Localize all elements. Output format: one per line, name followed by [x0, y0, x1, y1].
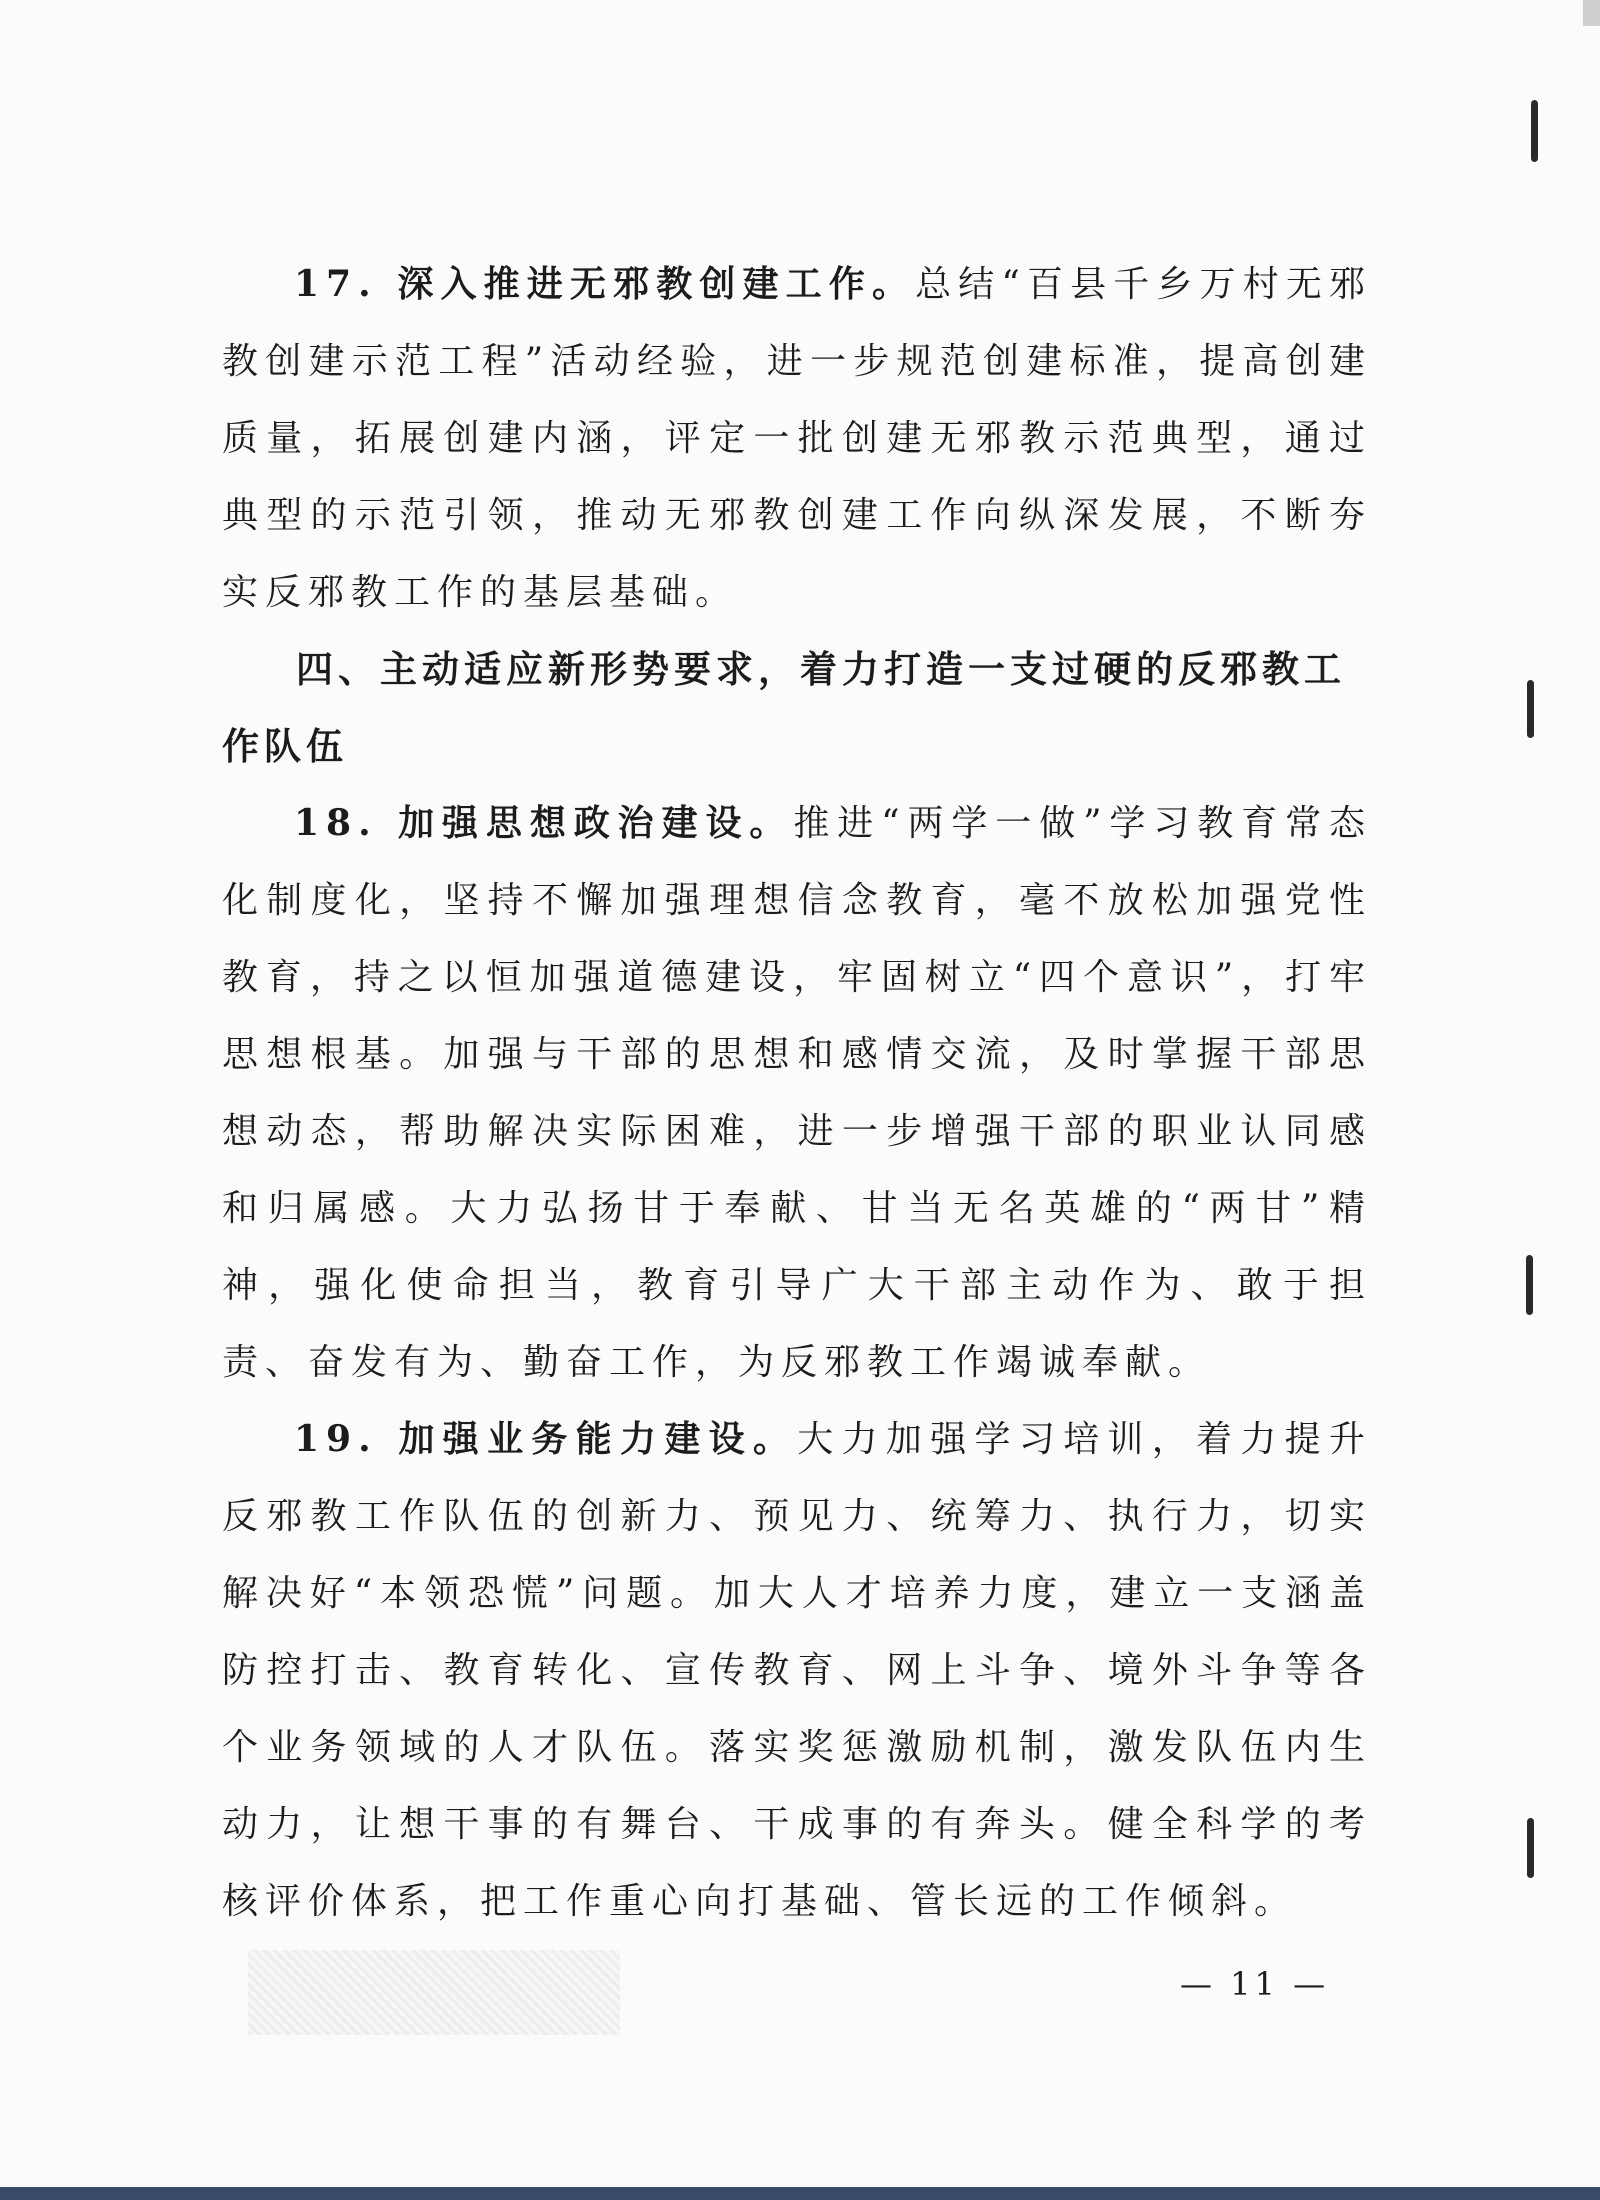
paragraph-19: [222, 1401, 1372, 1940]
paragraph-17: [222, 246, 1372, 631]
scan-bottom-edge: [0, 2187, 1600, 2200]
paragraph-lead: 17. 深入推进无邪教创建工作。: [294, 263, 916, 305]
section-heading: 四、主动适应新形势要求，着力打造一支过硬的反邪教工作队伍: [222, 648, 1346, 768]
binding-hole-mark: [1526, 1255, 1533, 1315]
paragraph-18: [222, 785, 1372, 1401]
page-number: — 11 —: [1180, 1965, 1330, 2003]
binding-hole-mark: [1531, 100, 1538, 162]
document-body: [222, 246, 1372, 1940]
paragraph-lead: 19. 加强业务能力建设。: [294, 1418, 798, 1460]
binding-hole-mark: [1527, 1818, 1534, 1878]
paragraph-text: 大力加强学习培训，着力提升反邪教工作队伍的创新力、预见力、统筹力、执行力，切实解决好“本领恐慌”问题。加大人才培养力度，建立一支涵盖防控打击、教育转化、宣传教育、网上斗争、境外斗争等各个业务领域的人才队伍。落实奖惩激励机制，激发队伍内生动力，让想干事的有舞台、干成事的有奔头。健全科学的考核评价体系，把工作重心向打基础、管长远的工作倾斜。: [222, 1419, 1372, 1922]
paragraph-text: 总结“百县千乡万村无邪教创建示范工程”活动经验，进一步规范创建标准，提高创建质量，拓展创建内涵，评定一批创建无邪教示范典型，通过典型的示范引领，推动无邪教创建工作向纵深发展，不断夯实反邪教工作的基层基础。: [222, 264, 1373, 613]
paragraph-lead: 18. 加强思想政治建设。: [294, 802, 794, 844]
binding-hole-mark: [1527, 680, 1534, 738]
paragraph-text: 推进“两学一做”学习教育常态化制度化，坚持不懈加强理想信念教育，毫不放松加强党性教育，持之以恒加强道德建设，牢固树立“四个意识”，打牢思想根基。加强与干部的思想和感情交流，及时掌握干部思想动态，帮助解决实际困难，进一步增强干部的职业认同感和归属感。大力弘扬甘于奉献、甘当无名英雄的“两甘”精神，强化使命担当，教育引导广大干部主动作为、敢于担责、奋发有为、勤奋工作，为反邪教工作竭诚奉献。: [222, 803, 1372, 1383]
scan-corner-mark: [1583, 0, 1600, 26]
scan-smudge: [248, 1950, 620, 2035]
